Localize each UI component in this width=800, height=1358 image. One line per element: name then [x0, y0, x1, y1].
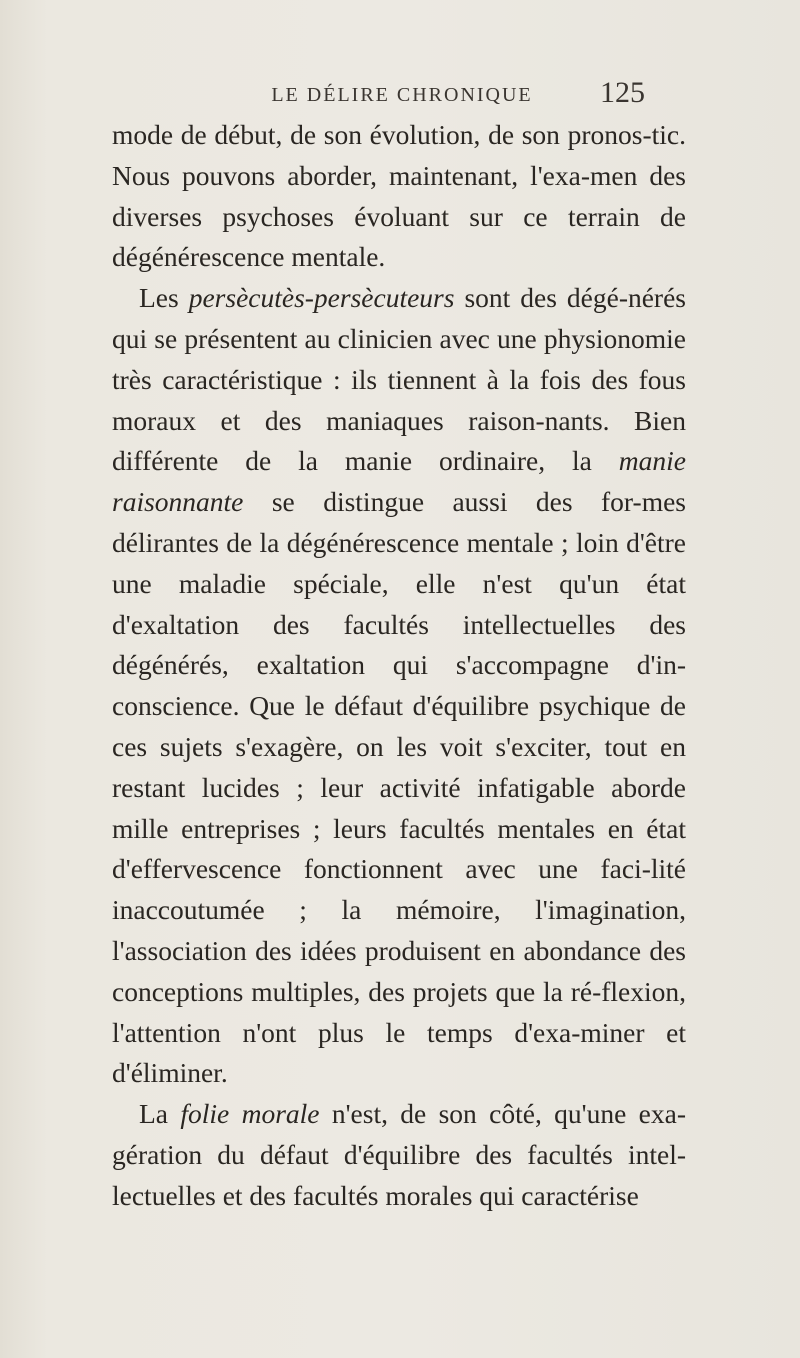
paragraph-2-rest: se distingue aussi des for-mes délirantes de la dégénérescence mentale ; loin d'être une maladie spéciale, elle n'est qu'un état d'exaltation des facultés intellectuelles des dégénérés, exaltation qui s'accompagne d'in-conscience. Que le défaut d'équilibre psychique de ces sujets s'exagère, on les voit s'exciter, tout en restant lucides ; leur activité infatigable aborde mille entreprises ; leurs facultés mentales en état d'effervescence fonctionnent avec une faci-lité inaccoutumée ; la mémoire, l'imagination, l'association des idées produisent en abondance des conceptions multiples, des projets que la ré-flexion, l'attention n'ont plus le temps d'exa-miner et d'éliminer. — [112, 486, 686, 1089]
page-number: 125 — [600, 76, 645, 109]
term-manie-raisonnante: manie raisonnante — [112, 445, 686, 518]
running-title: LE DÉLIRE CHRONIQUE — [271, 84, 533, 106]
paragraph-2-lead: Les — [139, 282, 189, 314]
paragraph-2-body: sont des dégé-nérés qui se présentent au clinicien avec une physionomie très caractéristique : ils tiennent à la fois des fous moraux et des maniaques raison-nants. Bien différente de la manie ordinaire, la — [112, 282, 686, 477]
body-text — [112, 115, 686, 1217]
paragraph-1: mode de début, de son évolution, de son pronos-tic. Nous pouvons aborder, maintenant, l'exa-men des diverses psychoses évoluant sur ce terrain de dégénérescence mentale. — [112, 119, 686, 273]
paragraph-3 — [112, 1094, 686, 1216]
paragraph-3-body: n'est, de son côté, qu'une exa-gération du défaut d'équilibre des facultés intel-lectuelles et des facultés morales qui caractérise — [112, 1098, 686, 1211]
term-folie-morale: folie morale — [180, 1098, 320, 1130]
paragraph-3-lead: La — [139, 1098, 181, 1130]
term-persecutes-persecuteurs: persècutès-persècuteurs — [188, 282, 455, 314]
paragraph-2 — [112, 278, 686, 1094]
